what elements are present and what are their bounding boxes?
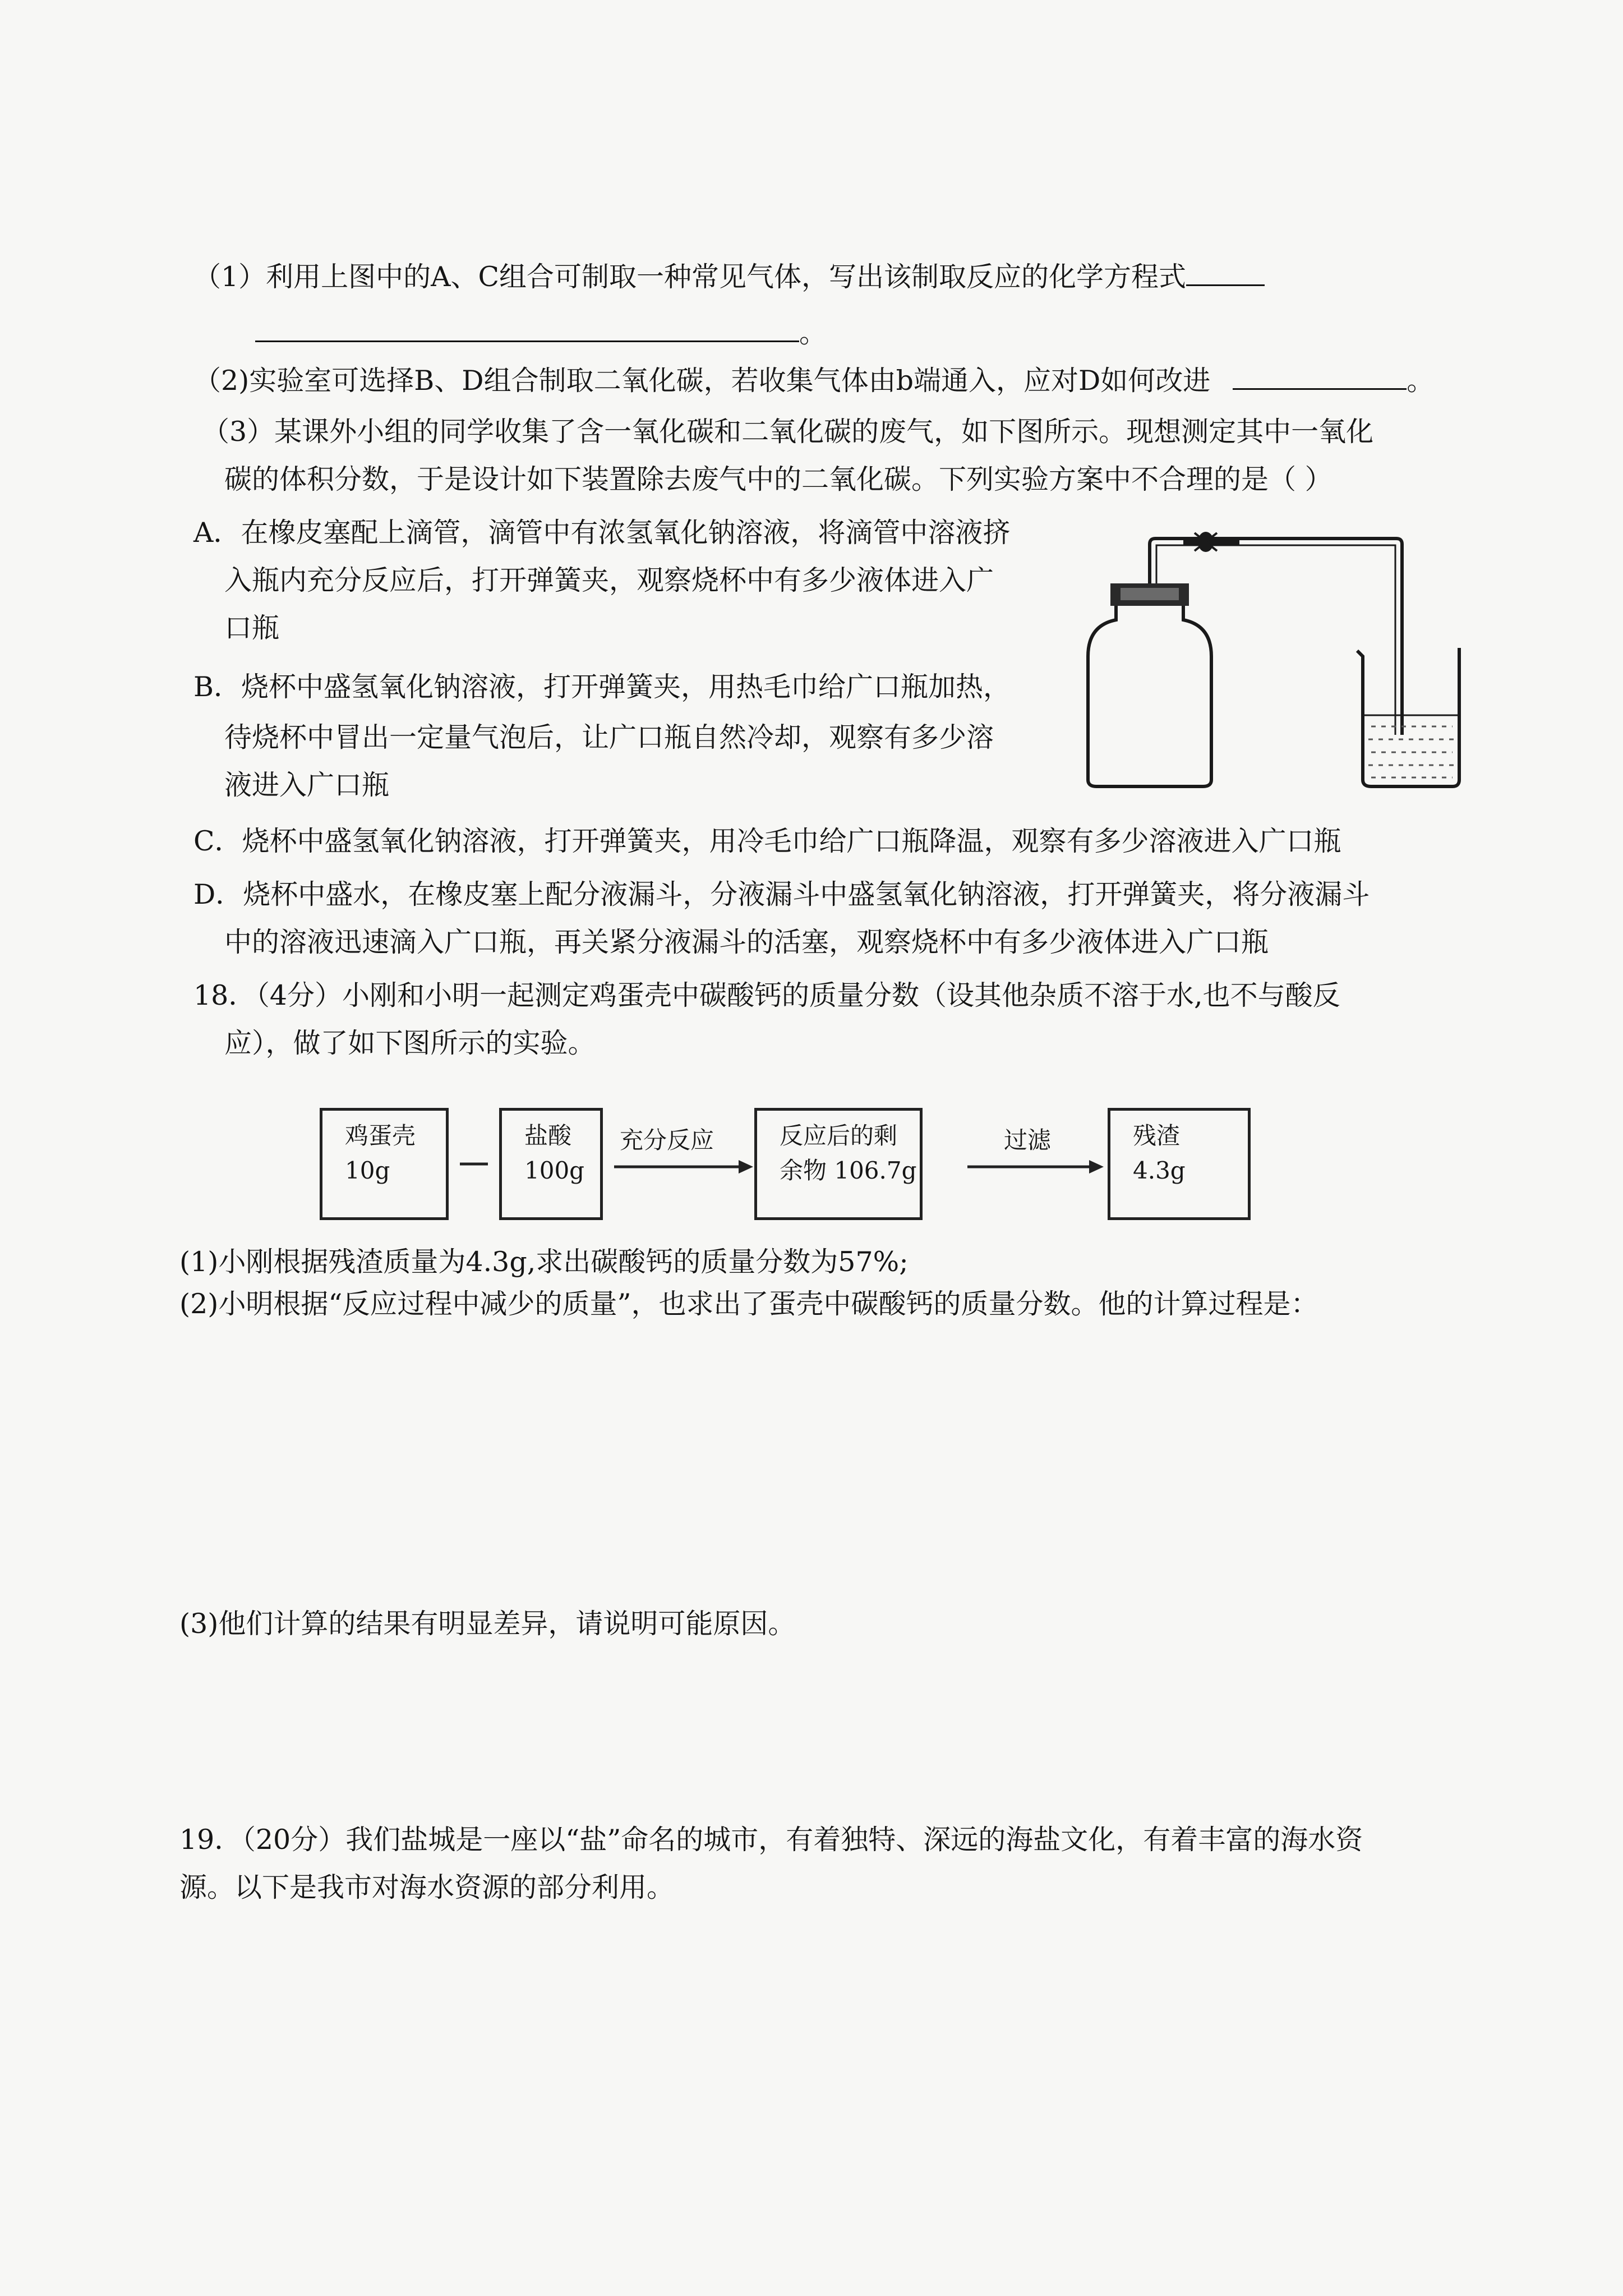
q17-part3-line2: 碳的体积分数，于是设计如下装置除去废气中的二氧化碳。下列实验方案中不合理的是（ ） — [224, 463, 1332, 495]
spring-clamp-icon — [1183, 532, 1239, 552]
flow-box-residue: 残渣 4.3g — [1108, 1108, 1251, 1220]
flow-connector-plus — [449, 1156, 499, 1172]
arrow1-label: 充分反应 — [620, 1126, 714, 1154]
q17-part3-line1: （3）某课外小组的同学收集了含一氧化碳和二氧化碳的废气，如下图所示。现想测定其中一氧化 — [202, 416, 1374, 448]
arrow2-label: 过滤 — [1004, 1126, 1052, 1154]
q19-line1: 19．（20分）我们盐城是一座以“盐”命名的城市，有着独特、深远的海盐文化，有着丰富的海水资 — [179, 1824, 1363, 1856]
q17-part1-text: （1）利用上图中的A、C组合可制取一种常见气体，写出该制取反应的化学方程式 — [193, 255, 1265, 297]
apparatus-diagram — [1066, 527, 1469, 797]
flow-box-acid: 盐酸 100g — [499, 1108, 603, 1220]
q18-part2: (2)小明根据“反应过程中减少的质量”，也求出了蛋壳中碳酸钙的质量分数。他的计算过程是： — [179, 1288, 1318, 1320]
wide-mouth-bottle — [1088, 600, 1211, 786]
q18-part1: (1)小刚根据残渣质量为4.3g,求出碳酸钙的质量分数为57%; — [179, 1246, 909, 1278]
answer-blank[interactable] — [1233, 359, 1407, 390]
q18-part3: (3)他们计算的结果有明显差异，请说明可能原因。 — [179, 1608, 796, 1640]
answer-blank[interactable] — [1186, 255, 1265, 286]
option-d-line2: 中的溶液迅速滴入广口瓶，再关紧分液漏斗的活塞，观察烧杯中有多少液体进入广口瓶 — [224, 926, 1269, 958]
option-b-line1: B．烧杯中盛氢氧化钠溶液，打开弹簧夹，用热毛巾给广口瓶加热， — [193, 671, 1011, 703]
answer-blank[interactable] — [255, 311, 799, 342]
q17-part1-blank-line: 。 — [255, 311, 827, 353]
q19-line2: 源。以下是我市对海水资源的部分利用。 — [179, 1871, 675, 1903]
flow-box-remainder: 反应后的剩 余物 106.7g — [754, 1108, 923, 1220]
option-a-line2: 入瓶内充分反应后，打开弹簧夹，观察烧杯中有多少液体进入广 — [224, 564, 994, 596]
arrow-right-icon — [608, 1156, 760, 1178]
option-a-line1: A．在橡皮塞配上滴管，滴管中有浓氢氧化钠溶液，将滴管中溶液挤 — [193, 517, 1011, 549]
flow-box-eggshell: 鸡蛋壳 10g — [320, 1108, 449, 1220]
option-b-line2: 待烧杯中冒出一定量气泡后，让广口瓶自然冷却，观察有多少溶 — [224, 721, 994, 753]
option-d-line1: D．烧杯中盛水，在橡皮塞上配分液漏斗，分液漏斗中盛氢氧化钠溶液，打开弹簧夹，将分液漏斗 — [193, 878, 1370, 910]
liquid-in-beaker — [1364, 715, 1458, 777]
q17-part2-text: （2)实验室可选择B、D组合制取二氧化碳，若收集气体由b端通入，应对D如何改进 。 — [193, 359, 1434, 401]
option-b-line3: 液进入广口瓶 — [224, 769, 390, 801]
option-a-line3: 口瓶 — [224, 612, 280, 644]
arrow-right-icon — [962, 1156, 1110, 1178]
option-c-line1: C．烧杯中盛氢氧化钠溶液，打开弹簧夹，用冷毛巾给广口瓶降温，观察有多少溶液进入广口瓶 — [193, 825, 1341, 857]
q18-stem-line2: 应），做了如下图所示的实验。 — [224, 1027, 596, 1059]
q18-stem-line1: 18．（4分）小刚和小明一起测定鸡蛋壳中碳酸钙的质量分数（设其他杂质不溶于水,也不与酸反 — [193, 979, 1340, 1011]
